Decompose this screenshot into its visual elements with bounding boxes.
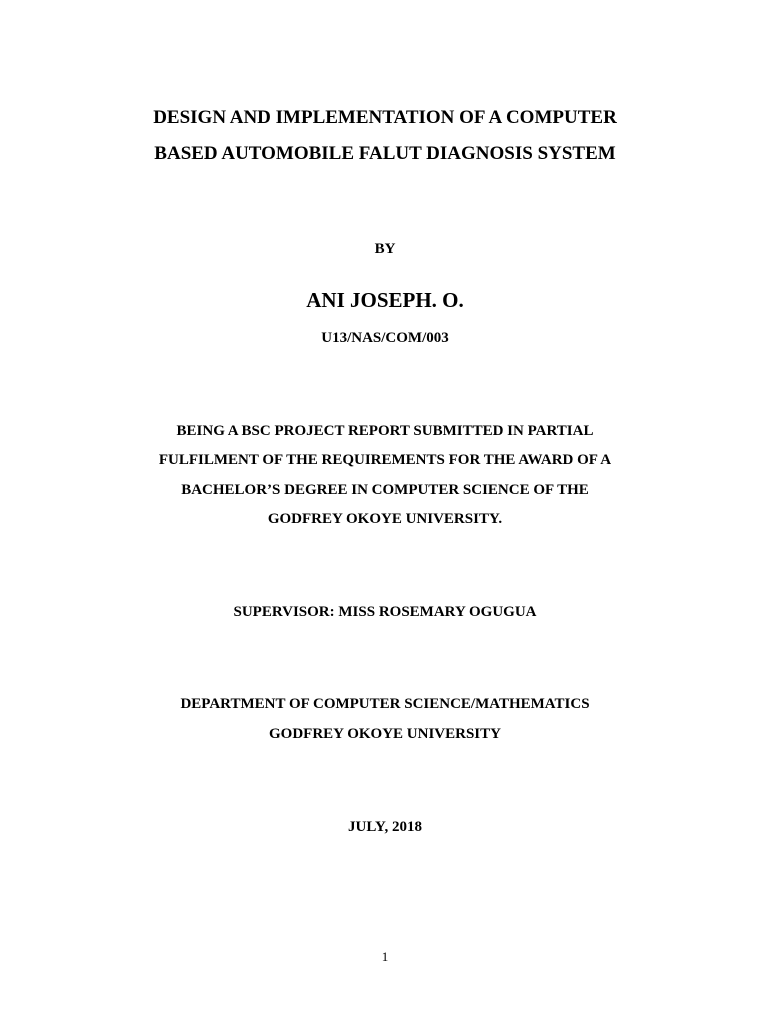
registration-number: U13/NAS/COM/003 [321, 330, 449, 346]
project-title-line-2: BASED AUTOMOBILE FALUT DIAGNOSIS SYSTEM [154, 143, 616, 164]
author-name: ANI JOSEPH. O. [306, 288, 464, 312]
page-number: 1 [381, 949, 389, 964]
department-line: DEPARTMENT OF COMPUTER SCIENCE/MATHEMATICS [180, 696, 590, 712]
project-title-line-1: DESIGN AND IMPLEMENTATION OF A COMPUTER [153, 107, 617, 128]
by-label: BY [374, 241, 396, 257]
statement-line-3: BACHELOR’S DEGREE IN COMPUTER SCIENCE OF THE [181, 482, 589, 498]
statement-line-4: GODFREY OKOYE UNIVERSITY. [267, 511, 503, 527]
supervisor-line: SUPERVISOR: MISS ROSEMARY OGUGUA [233, 604, 537, 620]
university-line: GODFREY OKOYE UNIVERSITY [269, 726, 501, 742]
statement-line-1: BEING A BSC PROJECT REPORT SUBMITTED IN PARTIAL [176, 423, 594, 439]
submission-date: JULY, 2018 [348, 819, 422, 835]
statement-line-2: FULFILMENT OF THE REQUIREMENTS FOR THE AWARD OF A [158, 452, 612, 468]
